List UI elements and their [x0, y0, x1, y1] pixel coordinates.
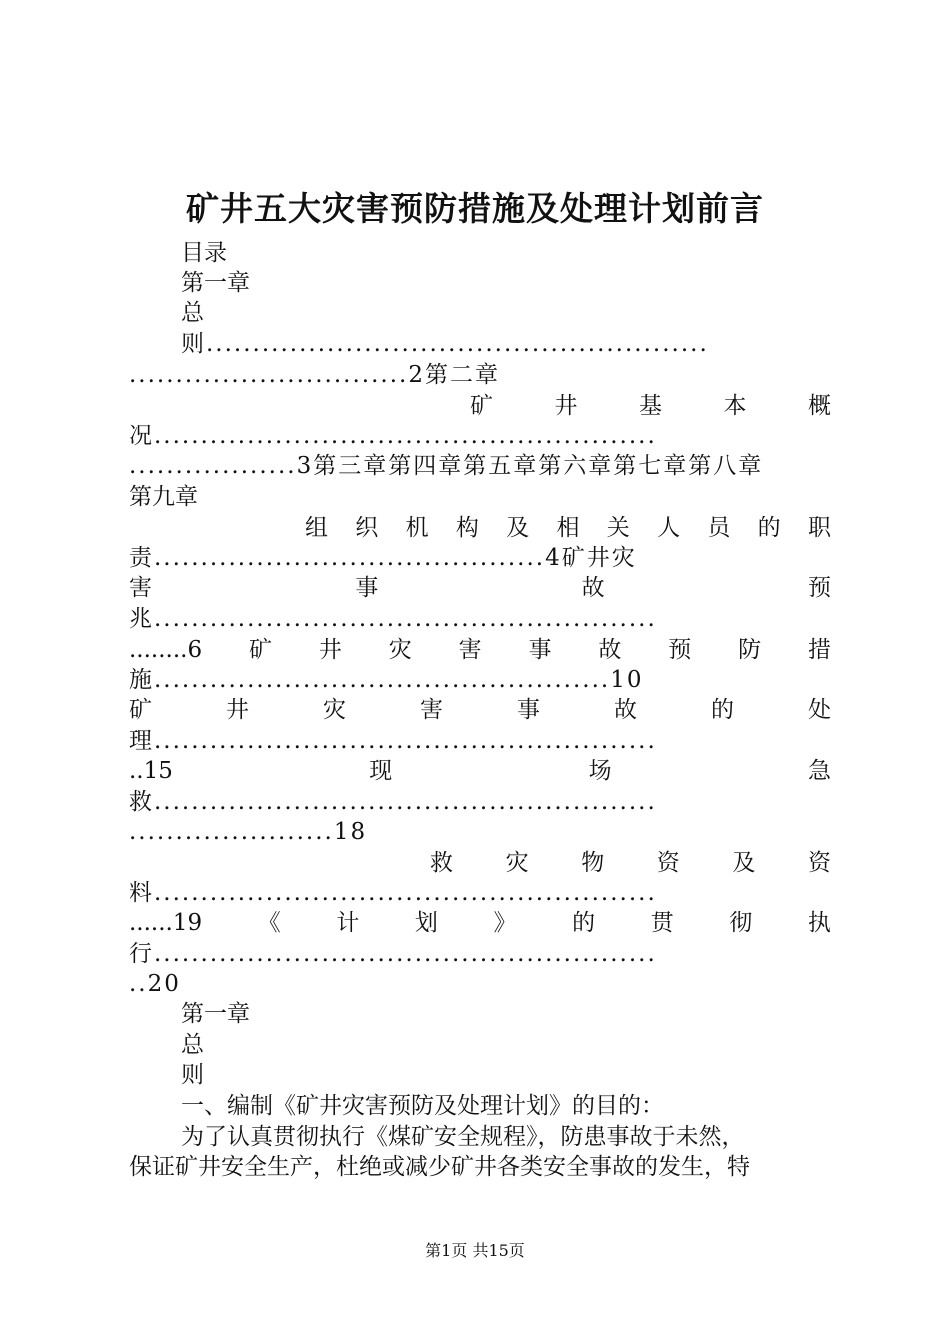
- toc-chapter-1-zong: 总: [181, 300, 204, 326]
- toc-line-18: ..15 现 场 急: [129, 758, 831, 784]
- chapter-1-heading: 第一章: [181, 1001, 250, 1027]
- chapter-1-zong: 总: [181, 1032, 204, 1058]
- toc-line-23: ......19 《 计 划 》 的 贯 彻 执: [129, 910, 831, 936]
- toc-line-8: ..................3第三章第四章第五章第六章第七章第八章: [129, 453, 764, 479]
- toc-line-10: 组 织 机 构 及 相 关 人 员 的 职: [305, 515, 831, 541]
- toc-line-21: 救 灾 物 资 及 资: [430, 850, 831, 876]
- chapter-1-ze: 则: [181, 1062, 204, 1088]
- document-title: 矿井五大灾害预防措施及处理计划前言: [186, 189, 764, 228]
- toc-line-5: ..............................2第二章: [129, 362, 500, 388]
- toc-line-12: 害 事 故 预: [129, 575, 831, 601]
- toc-line-25: ..20: [129, 971, 181, 997]
- toc-line-6: 矿 井 基 本 概: [470, 393, 831, 419]
- toc-line-14: ........6 矿 井 灾 害 事 故 预 防 措: [129, 637, 831, 663]
- paragraph-line-1: 为了认真贯彻执行《煤矿安全规程》，防患事故于未然，: [181, 1124, 745, 1150]
- toc-line-22: 料......................................................: [129, 880, 657, 906]
- toc-chapter-1: 第一章: [181, 270, 250, 296]
- toc-line-17: 理......................................................: [129, 728, 657, 754]
- toc-line-24: 行......................................................: [129, 941, 657, 967]
- toc-chapter-1-ze: 则......................................................: [181, 331, 709, 357]
- toc-line-15: 施.................................................10: [129, 667, 644, 693]
- toc-line-19: 救......................................................: [129, 789, 657, 815]
- toc-line-11: 责..........................................4矿井灾: [129, 545, 637, 571]
- paragraph-line-2: 保证矿井安全生产，杜绝或减少矿井各类安全事故的发生，特: [129, 1154, 750, 1180]
- toc-line-20: ......................18: [129, 819, 368, 845]
- section-1-heading: 一、编制《矿井灾害预防及处理计划》的目的：: [181, 1093, 664, 1119]
- page-footer: 第1页 共15页: [425, 1241, 525, 1260]
- toc-line-7: 况......................................................: [129, 423, 657, 449]
- toc-line-9: 第九章: [129, 484, 198, 510]
- toc-line-16: 矿 井 灾 害 事 故 的 处: [129, 697, 831, 723]
- toc-line-13: 兆......................................................: [129, 606, 657, 632]
- toc-heading: 目录: [181, 240, 227, 266]
